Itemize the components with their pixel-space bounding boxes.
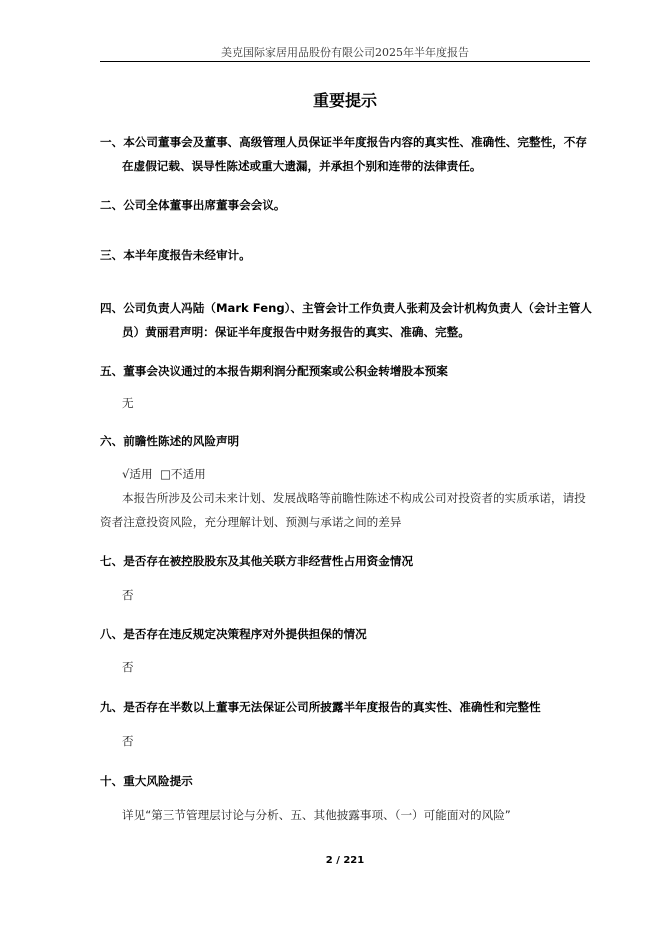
item-6 (100, 429, 590, 453)
item-9-answer: 否 (122, 734, 134, 748)
item-text: 是否存在违反规定决策程序对外提供担保的情况 (123, 627, 367, 641)
item-number: 六、 (100, 434, 124, 448)
item-number: 四、 (100, 301, 124, 315)
forward-looking-statement: 本报告所涉及公司未来计划、发展战略等前瞻性陈述不构成公司对投资者的实质承诺，请投资者注意投资风险，充分理解计划、预测与承诺之间的差异 (100, 491, 586, 529)
item-7-answer: 否 (122, 588, 134, 602)
item-7 (100, 549, 590, 573)
item-3 (100, 243, 590, 267)
item-text: 本公司董事会及董事、高级管理人员保证半年度报告内容的真实性、准确性、完整性，不存在虚假记载、误导性陈述或重大遗漏，并承担个别和连带的法律责任。 (122, 135, 587, 173)
item-number: 七、 (100, 554, 124, 568)
item-text: 本半年度报告未经审计。 (123, 248, 251, 262)
item-8 (100, 622, 590, 646)
item-5 (100, 359, 590, 383)
page-title: 重要提示 (312, 91, 377, 110)
item-number: 十、 (100, 774, 124, 788)
item-2 (100, 193, 590, 217)
item-10 (100, 769, 590, 793)
item-text: 是否存在被控股股东及其他关联方非经营性占用资金情况 (123, 554, 414, 568)
item-10-answer: 详见“第三节管理层讨论与分析、五、其他披露事项、（一）可能面对的风险” (122, 808, 511, 822)
header-rule (100, 61, 590, 62)
item-text: 公司负责人冯陆（Mark Feng）、主管会计工作负责人张莉及会计机构负责人（会计主管人员）黄丽君声明：保证半年度报告中财务报告的真实、准确、完整。 (122, 301, 592, 339)
item-text: 公司全体董事出席董事会会议。 (123, 198, 286, 212)
item-number: 九、 (100, 700, 124, 714)
item-5-answer: 无 (122, 396, 134, 410)
item-1 (100, 130, 592, 178)
item-9 (100, 695, 590, 719)
item-text: 董事会决议通过的本报告期利润分配预案或公积金转增股本预案 (123, 364, 448, 378)
item-number: 二、 (100, 198, 124, 212)
item-number: 五、 (100, 364, 124, 378)
applicability-checkbox-text: √适用 □不适用 (122, 467, 206, 481)
item-number: 三、 (100, 248, 124, 262)
page-header: 美克国际家居用品股份有限公司2025年半年度报告 (221, 46, 469, 59)
item-number: 一、 (100, 135, 124, 149)
item-text: 重大风险提示 (123, 774, 193, 788)
page-number: 2 / 221 (325, 855, 365, 866)
item-number: 八、 (100, 627, 124, 641)
item-text: 前瞻性陈述的风险声明 (123, 434, 240, 448)
item-4 (100, 296, 592, 344)
item-8-answer: 否 (122, 660, 134, 674)
item-text: 是否存在半数以上董事无法保证公司所披露半年度报告的真实性、准确性和完整性 (123, 700, 541, 714)
